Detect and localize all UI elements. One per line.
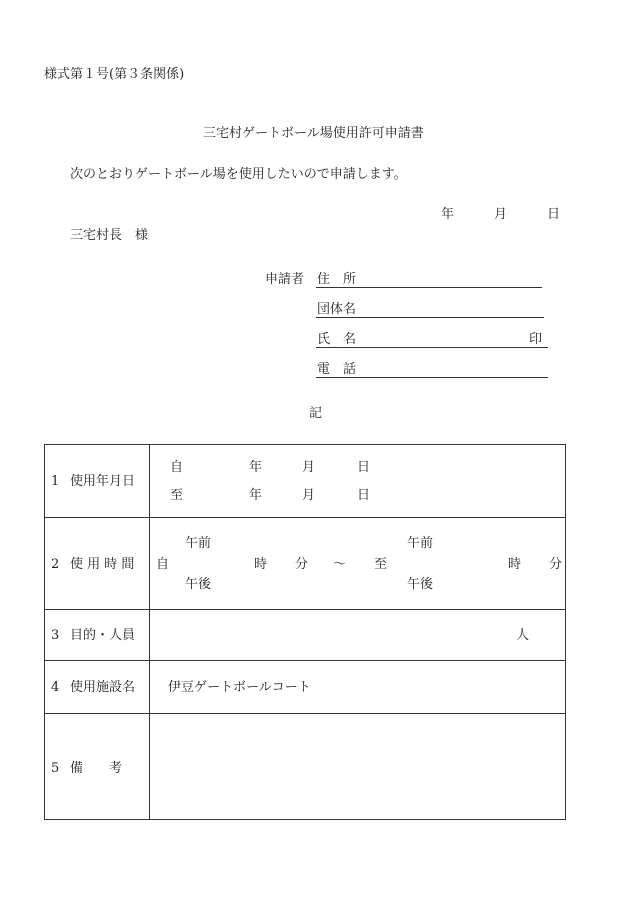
row2-end-minute: 分 [549, 557, 563, 572]
row2-from: 自 [156, 557, 170, 572]
row1-from-month: 月 [302, 460, 316, 475]
row3-label: 目的・人員 [70, 628, 136, 643]
row4-label: 使用施設名 [70, 680, 136, 695]
row5-number: 5 [51, 761, 60, 776]
address-line [316, 287, 542, 288]
row2-end-hour: 時 [508, 557, 522, 572]
address-label: 住 所 [317, 272, 357, 287]
intro-text: 次のとおりゲートボール場を使用したいので申請します。 [70, 167, 407, 182]
row1-from: 自 [170, 460, 184, 475]
phone-line [316, 377, 548, 378]
row2-start-minute: 分 [295, 557, 309, 572]
seal-label: 印 [529, 332, 543, 347]
row1-to-day: 日 [357, 488, 371, 503]
details-table [44, 444, 566, 820]
row1-to: 至 [170, 488, 184, 503]
row-divider [45, 609, 565, 610]
row3-people-unit: 人 [516, 628, 530, 643]
group-label: 団体名 [317, 302, 357, 317]
row2-tilde: ～ [333, 557, 347, 572]
row1-from-day: 日 [357, 460, 371, 475]
row3-number: 3 [51, 628, 60, 643]
name-line [316, 347, 548, 348]
row-divider [45, 713, 565, 714]
row-divider [45, 660, 565, 661]
row4-facility-name: 伊豆ゲートボールコート [168, 680, 311, 695]
date-year-label: 年 [441, 207, 455, 222]
row2-label: 使 用 時 間 [70, 557, 135, 572]
applicant-label: 申請者 [265, 272, 305, 287]
row2-start-pm: 午後 [185, 577, 212, 592]
row1-label: 使用年月日 [70, 474, 136, 489]
row1-from-year: 年 [249, 460, 263, 475]
addressee: 三宅村長 様 [70, 228, 149, 243]
row2-end-am: 午前 [407, 536, 434, 551]
date-month-label: 月 [494, 207, 508, 222]
row2-end-pm: 午後 [407, 577, 434, 592]
row2-start-am: 午前 [185, 536, 212, 551]
column-divider [149, 445, 150, 819]
row2-start-hour: 時 [254, 557, 268, 572]
document-title: 三宅村ゲートボール場使用許可申請書 [203, 126, 424, 141]
phone-label: 電 話 [317, 362, 357, 377]
row2-number: 2 [51, 557, 60, 572]
row1-to-month: 月 [302, 488, 316, 503]
row-divider [45, 517, 565, 518]
row2-to: 至 [374, 557, 388, 572]
row4-number: 4 [51, 680, 60, 695]
ki-label: 記 [309, 406, 323, 421]
name-label: 氏 名 [317, 332, 357, 347]
row1-number: 1 [51, 474, 60, 489]
row5-label: 備 考 [70, 761, 123, 776]
group-line [316, 317, 544, 318]
form-number: 様式第１号(第３条関係) [44, 67, 185, 82]
row1-to-year: 年 [249, 488, 263, 503]
date-day-label: 日 [547, 207, 561, 222]
